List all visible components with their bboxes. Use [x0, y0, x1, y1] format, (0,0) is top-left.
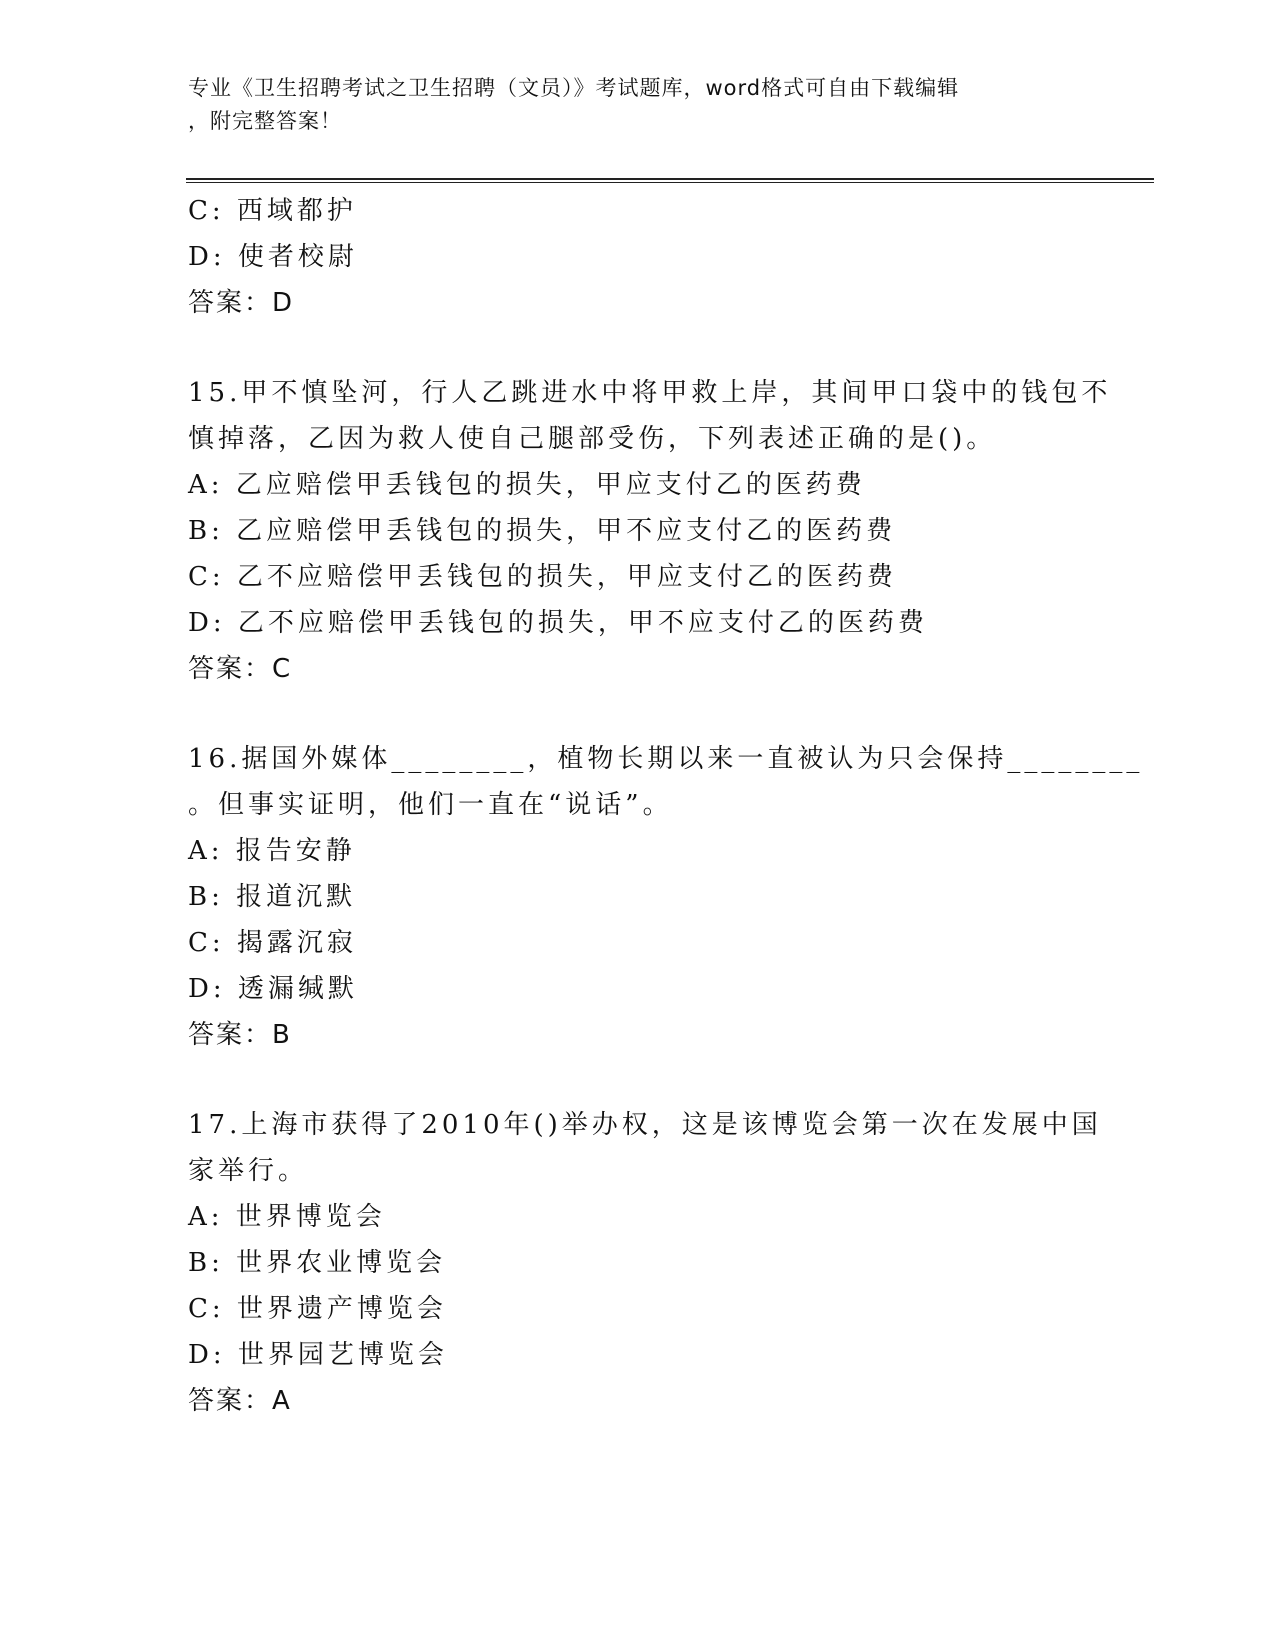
answer: 答案：B	[188, 1020, 292, 1050]
header-line-2: ，附完整答案！	[188, 109, 342, 133]
question-14-tail	[188, 188, 1108, 326]
option-a: A: 乙应赔偿甲丢钱包的损失，甲应支付乙的医药费	[188, 470, 866, 500]
question-17	[188, 1102, 1108, 1424]
option-d: D: 乙不应赔偿甲丢钱包的损失，甲不应支付乙的医药费	[188, 608, 928, 638]
question-stem: 17.上海市获得了2010年()举办权，这是该博览会第一次在发展中国	[188, 1110, 1102, 1140]
question-stem: 。但事实证明，他们一直在“说话”。	[188, 790, 673, 820]
option-b: B: 世界农业博览会	[188, 1248, 447, 1278]
option-a: A: 报告安静	[188, 836, 356, 866]
answer: 答案：C	[188, 654, 293, 684]
question-list	[188, 188, 1144, 1424]
option-c: C: 世界遗产博览会	[188, 1294, 447, 1324]
question-stem: 慎掉落，乙因为救人使自己腿部受伤，下列表述正确的是()。	[188, 424, 997, 454]
option-c: C: 西域都护	[188, 196, 357, 226]
option-a: A: 世界博览会	[188, 1202, 386, 1232]
spacer	[188, 326, 1108, 370]
header-divider	[186, 178, 1154, 183]
question-15	[188, 370, 1112, 692]
answer: 答案：D	[188, 288, 295, 318]
question-16	[188, 736, 1144, 1058]
spacer	[188, 692, 1108, 736]
option-b: B: 报道沉默	[188, 882, 357, 912]
option-c: C: 揭露沉寂	[188, 928, 357, 958]
option-d: D: 使者校尉	[188, 242, 358, 272]
option-b: B: 乙应赔偿甲丢钱包的损失，甲不应支付乙的医药费	[188, 516, 897, 546]
header-line-1: 专业《卫生招聘考试之卫生招聘（文员）》考试题库，word格式可自由下载编辑	[188, 76, 960, 100]
question-stem: 家举行。	[188, 1156, 309, 1186]
question-stem: 15.甲不慎坠河，行人乙跳进水中将甲救上岸，其间甲口袋中的钱包不	[188, 378, 1112, 408]
option-c: C: 乙不应赔偿甲丢钱包的损失，甲应支付乙的医药费	[188, 562, 897, 592]
option-d: D: 世界园艺博览会	[188, 1340, 448, 1370]
document-header	[188, 72, 1068, 138]
option-d: D: 透漏缄默	[188, 974, 358, 1004]
spacer	[188, 1058, 1108, 1102]
question-stem: 16.据国外媒体________，植物长期以来一直被认为只会保持________	[188, 744, 1144, 774]
answer: 答案：A	[188, 1386, 292, 1416]
